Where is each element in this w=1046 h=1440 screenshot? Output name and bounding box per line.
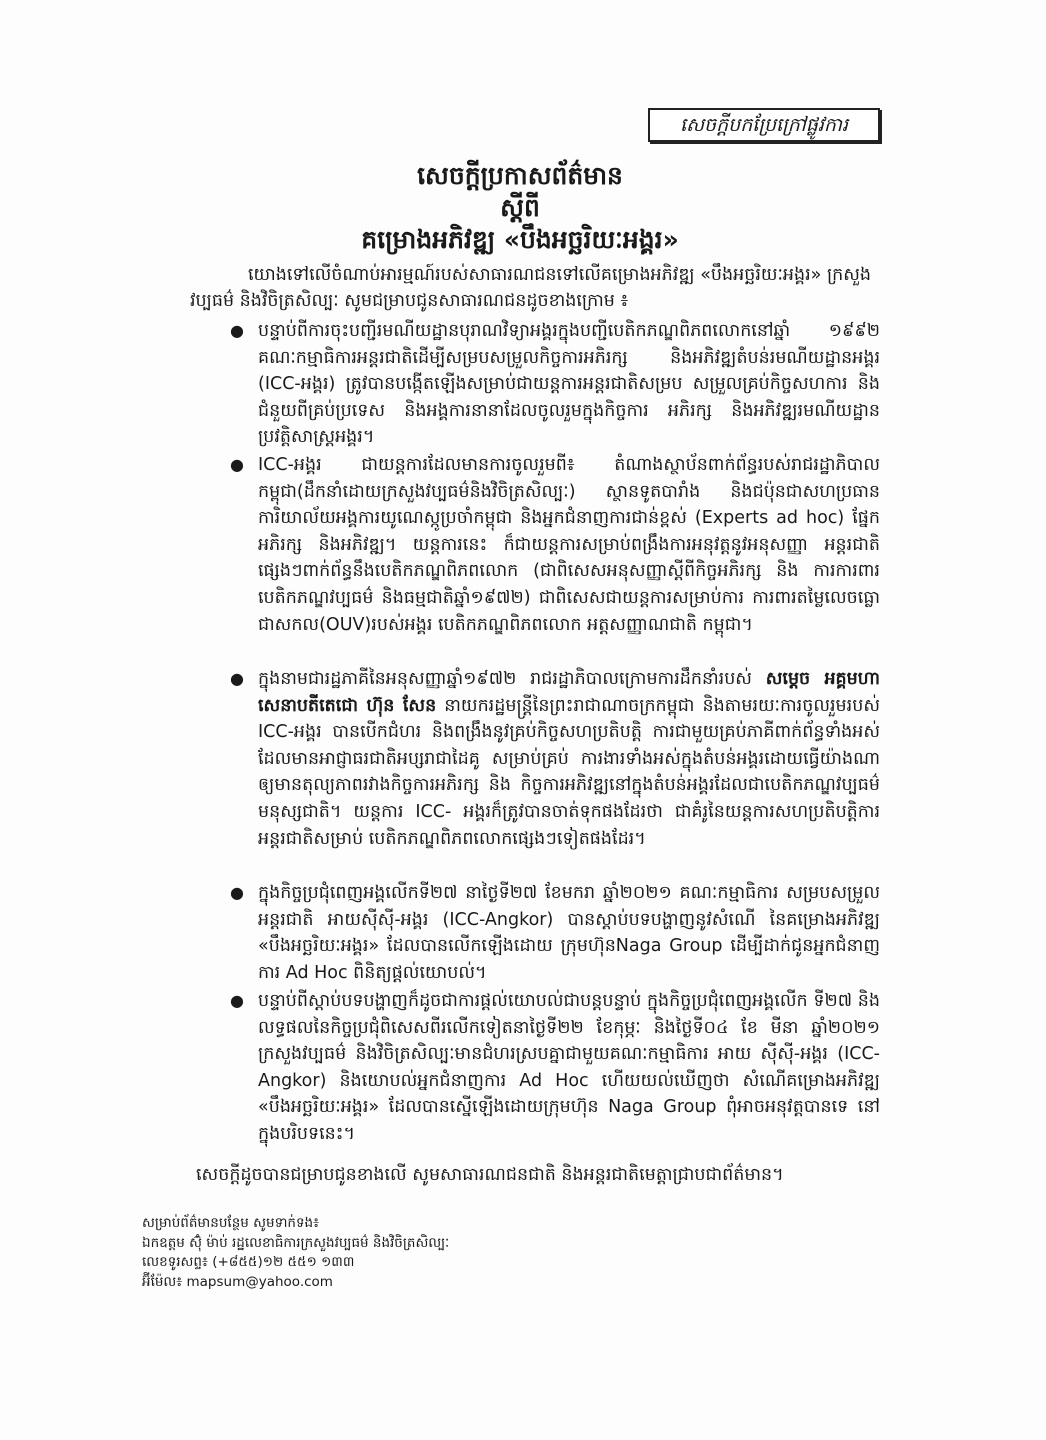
bullet-dot-icon: ●: [230, 991, 244, 1010]
list-item: [230, 666, 880, 880]
title-line-1: សេចក្តីប្រកាសព័ត៌មាន: [417, 161, 623, 190]
bullet-dot-icon: ●: [230, 455, 244, 474]
list-item: [230, 880, 880, 988]
bullet-list: [230, 318, 880, 1148]
bullet-dot-icon: ●: [230, 883, 244, 902]
intro-paragraph-line-1: យោងទៅលើចំណាប់អារម្មណ៍របស់សាធារណជនទៅលើគម្រោងអភិវឌ្ឍ «បឹងអច្ឆរិយៈអង្គរ» ក្រសួង: [248, 265, 872, 285]
prime-minister-name: សម្តេច អគ្គមហាសេនាបតីតេជោ ហ៊ុន សែន: [258, 669, 880, 716]
title-line-3: គម្រោងអភិវឌ្ឍ «បឹងអច្ឆរិយៈអង្គរ»: [361, 225, 679, 254]
contact-info: [142, 1214, 662, 1292]
bullet-text-4: ក្នុងកិច្ចប្រជុំពេញអង្គលើកទី២៧ នាថ្ងៃទី២៧ ខែមករា ឆ្នាំ២០២១ គណៈកម្មាធិការ សម្របសម្រួលអន្តរជាតិ អាយស៊ីស៊ី-អង្គរ (ICC-Angkor) បានស្តាប់បទបង្ហាញនូវសំណើ នៃគម្រោងអភិវឌ្ឍ «បឹងអច្ឆរិយៈអង្គរ» ដែលបានលើកឡើងដោយ ក្រុមហ៊ុនNaga Group ដើម្បីដាក់ជូនអ្នកជំនាញការ Ad Hoc ពិនិត្យផ្តល់យោបល់។: [258, 883, 880, 983]
unofficial-translation-label: សេចក្តីបកប្រែក្រៅផ្លូវការ: [648, 108, 880, 142]
contact-phone: លេខទូរសព្ទ៖ (+៨៥៥)១២ ៥៥១ ១៣៣: [142, 1254, 355, 1270]
bullet-text-2: ICC-អង្គរ ជាយន្តការដែលមានការចូលរួមពី៖ តំណាងស្ថាប័នពាក់ព័ន្ធរបស់រាជរដ្ឋាភិបាល កម្ពុជា(ដឹកនាំដោយក្រសួងវប្បធម៌និងវិចិត្រសិល្បៈ) ស្ថានទូតបារាំង និងជប៉ុនជាសហប្រធាន ការិយាល័យអង្គការយូណេស្កូប្រចាំកម្ពុជា និងអ្នកជំនាញការជាន់ខ្ពស់ (Experts ad hoc) ផ្នែកអភិរក្ស និងអភិវឌ្ឍ។ យន្តការនេះ ក៏ជាយន្តការសម្រាប់ពង្រឹងការអនុវត្តនូវអនុសញ្ញា អន្តរជាតិផ្សេងៗពាក់ព័ន្ធនឹងបេតិកភណ្ឌពិភពលោក (ជាពិសេសអនុសញ្ញាស្តីពីកិច្ចអភិរក្ស និង ការការពារបេតិកភណ្ឌវប្បធម៌ និងធម្មជាតិឆ្នាំ១៩៧២) ជាពិសេសជាយន្តការសម្រាប់ការ ការពារតម្លៃលេចធ្លោជាសកល(OUV)របស់អង្គរ បេតិកភណ្ឌពិភពលោក អត្តសញ្ញាណជាតិ កម្ពុជា។: [258, 455, 880, 635]
intro-paragraph-line-2: វប្បធម៌ និងវិចិត្រសិល្បៈ សូមជម្រាបជូនសាធារណជនដូចខាងក្រោម ៖: [190, 291, 629, 311]
title-line-2: ស្តីពី: [500, 193, 540, 222]
contact-email: អ៊ីម៉ែល៖ mapsum@yahoo.com: [142, 1273, 333, 1290]
bullet-dot-icon: ●: [230, 669, 244, 688]
contact-person: ឯកឧត្តម ស៊ុំ ម៉ាប់ រដ្ឋលេខាធិការក្រសួងវប្បធម៌ និងវិចិត្រសិល្បៈ: [142, 1234, 450, 1251]
list-item: [230, 318, 880, 452]
bullet-text-3-post: នាយករដ្ឋមន្ត្រីនៃព្រះរាជាណាចក្រកម្ពុជា និងតាមរយៈការចូលរួមរបស់ ICC-អង្គរ បានបើកជំហរ និងពង្រឹងនូវគ្រប់កិច្ចសហប្រតិបត្តិ ការជាមួយគ្រប់ភាគីពាក់ព័ន្ធទាំងអស់ដែលមានអាជ្ញាធរជាតិអប្សរាជាដៃគូ សម្រាប់គ្រប់ ការងារទាំងអស់ក្នុងតំបន់អង្គរដោយធ្វើយ៉ាងណាឲ្យមានតុល្យភាពរវាងកិច្ចការអភិរក្ស និង កិច្ចការអភិវឌ្ឍនៅក្នុងតំបន់អង្គរដែលជាបេតិកភណ្ឌវប្បធម៌មនុស្សជាតិ។ យន្តការ ICC- អង្គរក៏ត្រូវបានចាត់ទុកផងដែរថា ជាគំរូនៃយន្តការសហប្រតិបត្តិការអន្តរជាតិសម្រាប់ បេតិកភណ្ឌពិភពលោកផ្សេងៗទៀតផងដែរ។: [258, 695, 880, 849]
contact-heading: សម្រាប់ព័ត៌មានបន្ថែម សូមទាក់ទង៖: [142, 1215, 320, 1231]
press-release-title: [200, 160, 840, 256]
bullet-text-3-pre: ក្នុងនាមជារដ្ឋភាគីនៃអនុសញ្ញាឆ្នាំ១៩៧២ រាជរដ្ឋាភិបាលក្រោមការដឹកនាំរបស់: [258, 669, 766, 689]
list-item: [230, 452, 880, 666]
list-item: [230, 988, 880, 1148]
closing-statement: សេចក្តីដូចបានជម្រាបជូនខាងលើ សូមសាធារណជនជាតិ និងអន្តរជាតិមេត្តាជ្រាបជាព័ត៌មាន។: [196, 1165, 784, 1185]
bullet-text-5: បន្ទាប់ពីស្តាប់បទបង្ហាញក៏ដូចជាការផ្តល់យោបល់ជាបន្តបន្ទាប់ ក្នុងកិច្ចប្រជុំពេញអង្គលើក ទី២៧ និងលទ្ធផលនៃកិច្ចប្រជុំពិសេសពីរលើកទៀតនាថ្ងៃទី២២ ខែកុម្ភៈ និងថ្ងៃទី០៤ ខែ មីនា ឆ្នាំ២០២១ ក្រសួងវប្បធម៌ និងវិចិត្រសិល្បៈមានជំហរស្របគ្នាជាមួយគណៈកម្មាធិការ អាយ ស៊ីស៊ី-អង្គរ (ICC-Angkor) និងយោបល់អ្នកជំនាញការ Ad Hoc ហើយយល់ឃើញថា សំណើគម្រោងអភិវឌ្ឍ «បឹងអច្ឆរិយៈអង្គរ» ដែលបានស្នើឡើងដោយក្រុមហ៊ុន Naga Group ពុំអាចអនុវត្តបានទេ នៅក្នុងបរិបទនេះ។: [258, 991, 880, 1144]
bullet-dot-icon: ●: [230, 321, 244, 340]
bullet-text-1: បន្ទាប់ពីការចុះបញ្ជីរមណីយដ្ឋានបុរាណវិទ្យាអង្គរក្នុងបញ្ជីបេតិកភណ្ឌពិភពលោកនៅឆ្នាំ ១៩៩២ គណៈកម្មាធិការអន្តរជាតិដើម្បីសម្របសម្រួលកិច្ចការអភិរក្ស និងអភិវឌ្ឍតំបន់រមណីយដ្ឋានអង្គរ (ICC-អង្គរ) ត្រូវបានបង្កើតឡើងសម្រាប់ជាយន្តការអន្តរជាតិសម្រប សម្រួលគ្រប់កិច្ចសហការ និងជំនួយពីគ្រប់ប្រទេស និងអង្គការនានាដែលចូលរួមក្នុងកិច្ចការ អភិរក្ស និងអភិវឌ្ឍរមណីយដ្ឋានប្រវត្តិសាស្ត្រអង្គរ។: [258, 321, 880, 448]
